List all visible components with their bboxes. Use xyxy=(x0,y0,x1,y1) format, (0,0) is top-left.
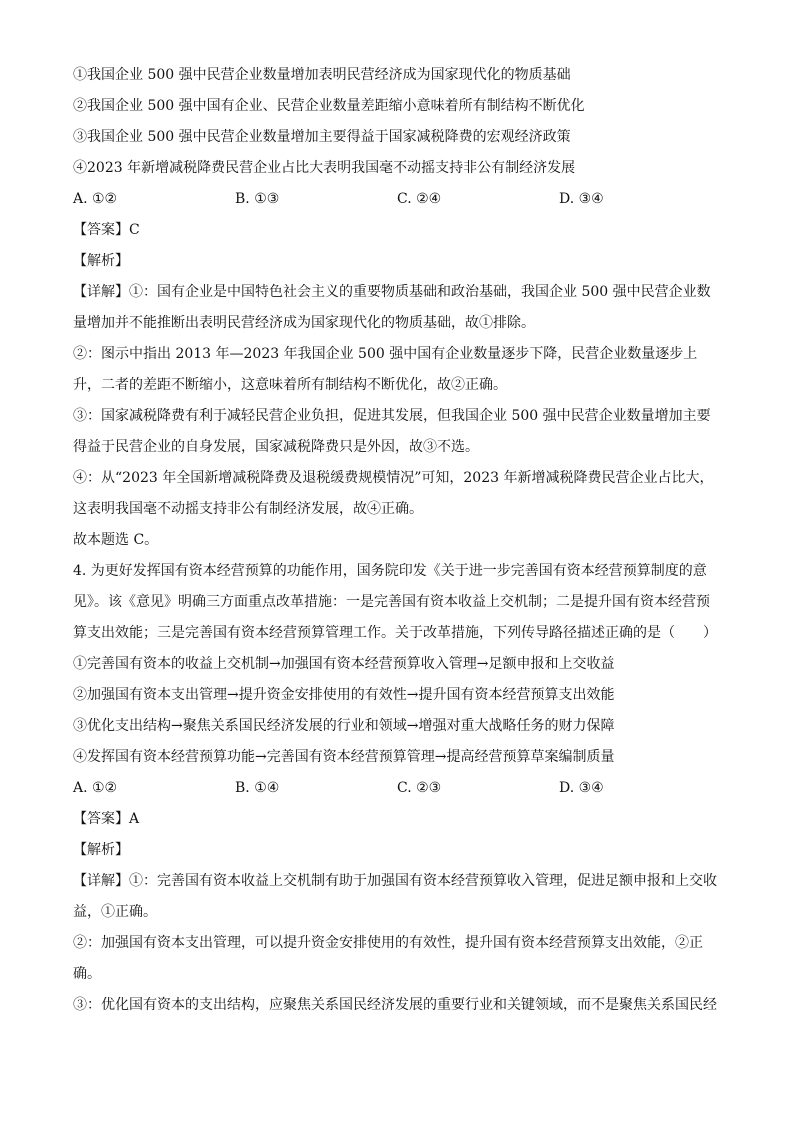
q3-detail-2: ②：图示中指出 2013 年—2023 年我国企业 500 强中国有企业数量逐步下降，民营企业数量逐步上升，二者的差距不断缩小，这意味着所有制结构不断优化，故②正确。 xyxy=(73,346,698,393)
q3-item-3: ③我国企业 500 强中民营企业数量增加主要得益于国家减税降费的宏观经济政策 xyxy=(73,129,571,145)
q4-answer: 【答案】A xyxy=(73,811,140,827)
q4-item-2: ②加强国有资本支出管理→提升资金安排使用的有效性→提升国有资本经营预算支出效能 xyxy=(73,687,615,703)
q4-option-d: D. ③④ xyxy=(559,780,604,796)
q4-option-a: A. ①② xyxy=(73,780,118,796)
q3-analysis-label: 【解析】 xyxy=(73,253,129,269)
q3-option-b: B. ①③ xyxy=(235,191,280,207)
document-page xyxy=(73,60,723,1021)
q4-item-1: ①完善国有资本的收益上交机制→加强国有资本经营预算收入管理→足额申报和上交收益 xyxy=(73,656,615,672)
q4-stem: 4. 为更好发挥国有资本经营预算的功能作用，国务院印发《关于进一步完善国有资本经营预算制度的意见》。该《意见》明确三方面重点改革措施：一是完善国有资本收益上交机制；二是提升国有资本经营预算支出效能；三是完善国有资本经营预算管理工作。关于改革措施，下列传导路径描述正确的是（ ） xyxy=(73,563,717,641)
q3-option-a: A. ①② xyxy=(73,191,118,207)
q4-detail-1: 【详解】①：完善国有资本收益上交机制有助于加强国有资本经营预算收入管理，促进足额申报和上交收益，①正确。 xyxy=(73,873,717,920)
q4-analysis-label: 【解析】 xyxy=(73,842,129,858)
q4-option-b: B. ①④ xyxy=(235,780,280,796)
q4-detail-3: ③：优化国有资本的支出结构，应聚焦关系国民经济发展的重要行业和关键领域，而不是聚焦关系国民经 xyxy=(73,997,717,1013)
q4-option-c: C. ②③ xyxy=(397,780,442,796)
q3-detail-3: ③：国家减税降费有利于减轻民营企业负担，促进其发展，但我国企业 500 强中民营企业数量增加主要得益于民营企业的自身发展，国家减税降费只是外因，故③不选。 xyxy=(73,408,711,455)
q3-detail-1: 【详解】①：国有企业是中国特色社会主义的重要物质基础和政治基础，我国企业 500 强中民营企业数量增加并不能推断出表明民营经济成为国家现代化的物质基础，故①排除。 xyxy=(73,284,711,331)
q3-option-d: D. ③④ xyxy=(559,191,604,207)
q3-options xyxy=(73,184,723,215)
q4-item-3: ③优化支出结构→聚焦关系国民经济发展的行业和领域→增强对重大战略任务的财力保障 xyxy=(73,718,615,734)
q4-item-4: ④发挥国有资本经营预算功能→完善国有资本经营预算管理→提高经营预算草案编制质量 xyxy=(73,749,615,765)
q3-item-1: ①我国企业 500 强中民营企业数量增加表明民营经济成为国家现代化的物质基础 xyxy=(73,67,571,83)
q3-item-2: ②我国企业 500 强中国有企业、民营企业数量差距缩小意味着所有制结构不断优化 xyxy=(73,98,585,114)
q4-detail-2: ②：加强国有资本支出管理，可以提升资金安排使用的有效性，提升国有资本经营预算支出效能，②正确。 xyxy=(73,935,703,982)
q3-conclusion: 故本题选 C。 xyxy=(73,532,159,548)
q4-options xyxy=(73,773,723,804)
q3-item-4: ④2023 年新增减税降费民营企业占比大表明我国毫不动摇支持非公有制经济发展 xyxy=(73,160,576,176)
q3-detail-4: ④：从“2023 年全国新增减税降费及退税缓费规模情况”可知，2023 年新增减税降费民营企业占比大，这表明我国毫不动摇支持非公有制经济发展，故④正确。 xyxy=(73,470,714,517)
q3-answer: 【答案】C xyxy=(73,222,140,238)
q3-option-c: C. ②④ xyxy=(397,191,442,207)
